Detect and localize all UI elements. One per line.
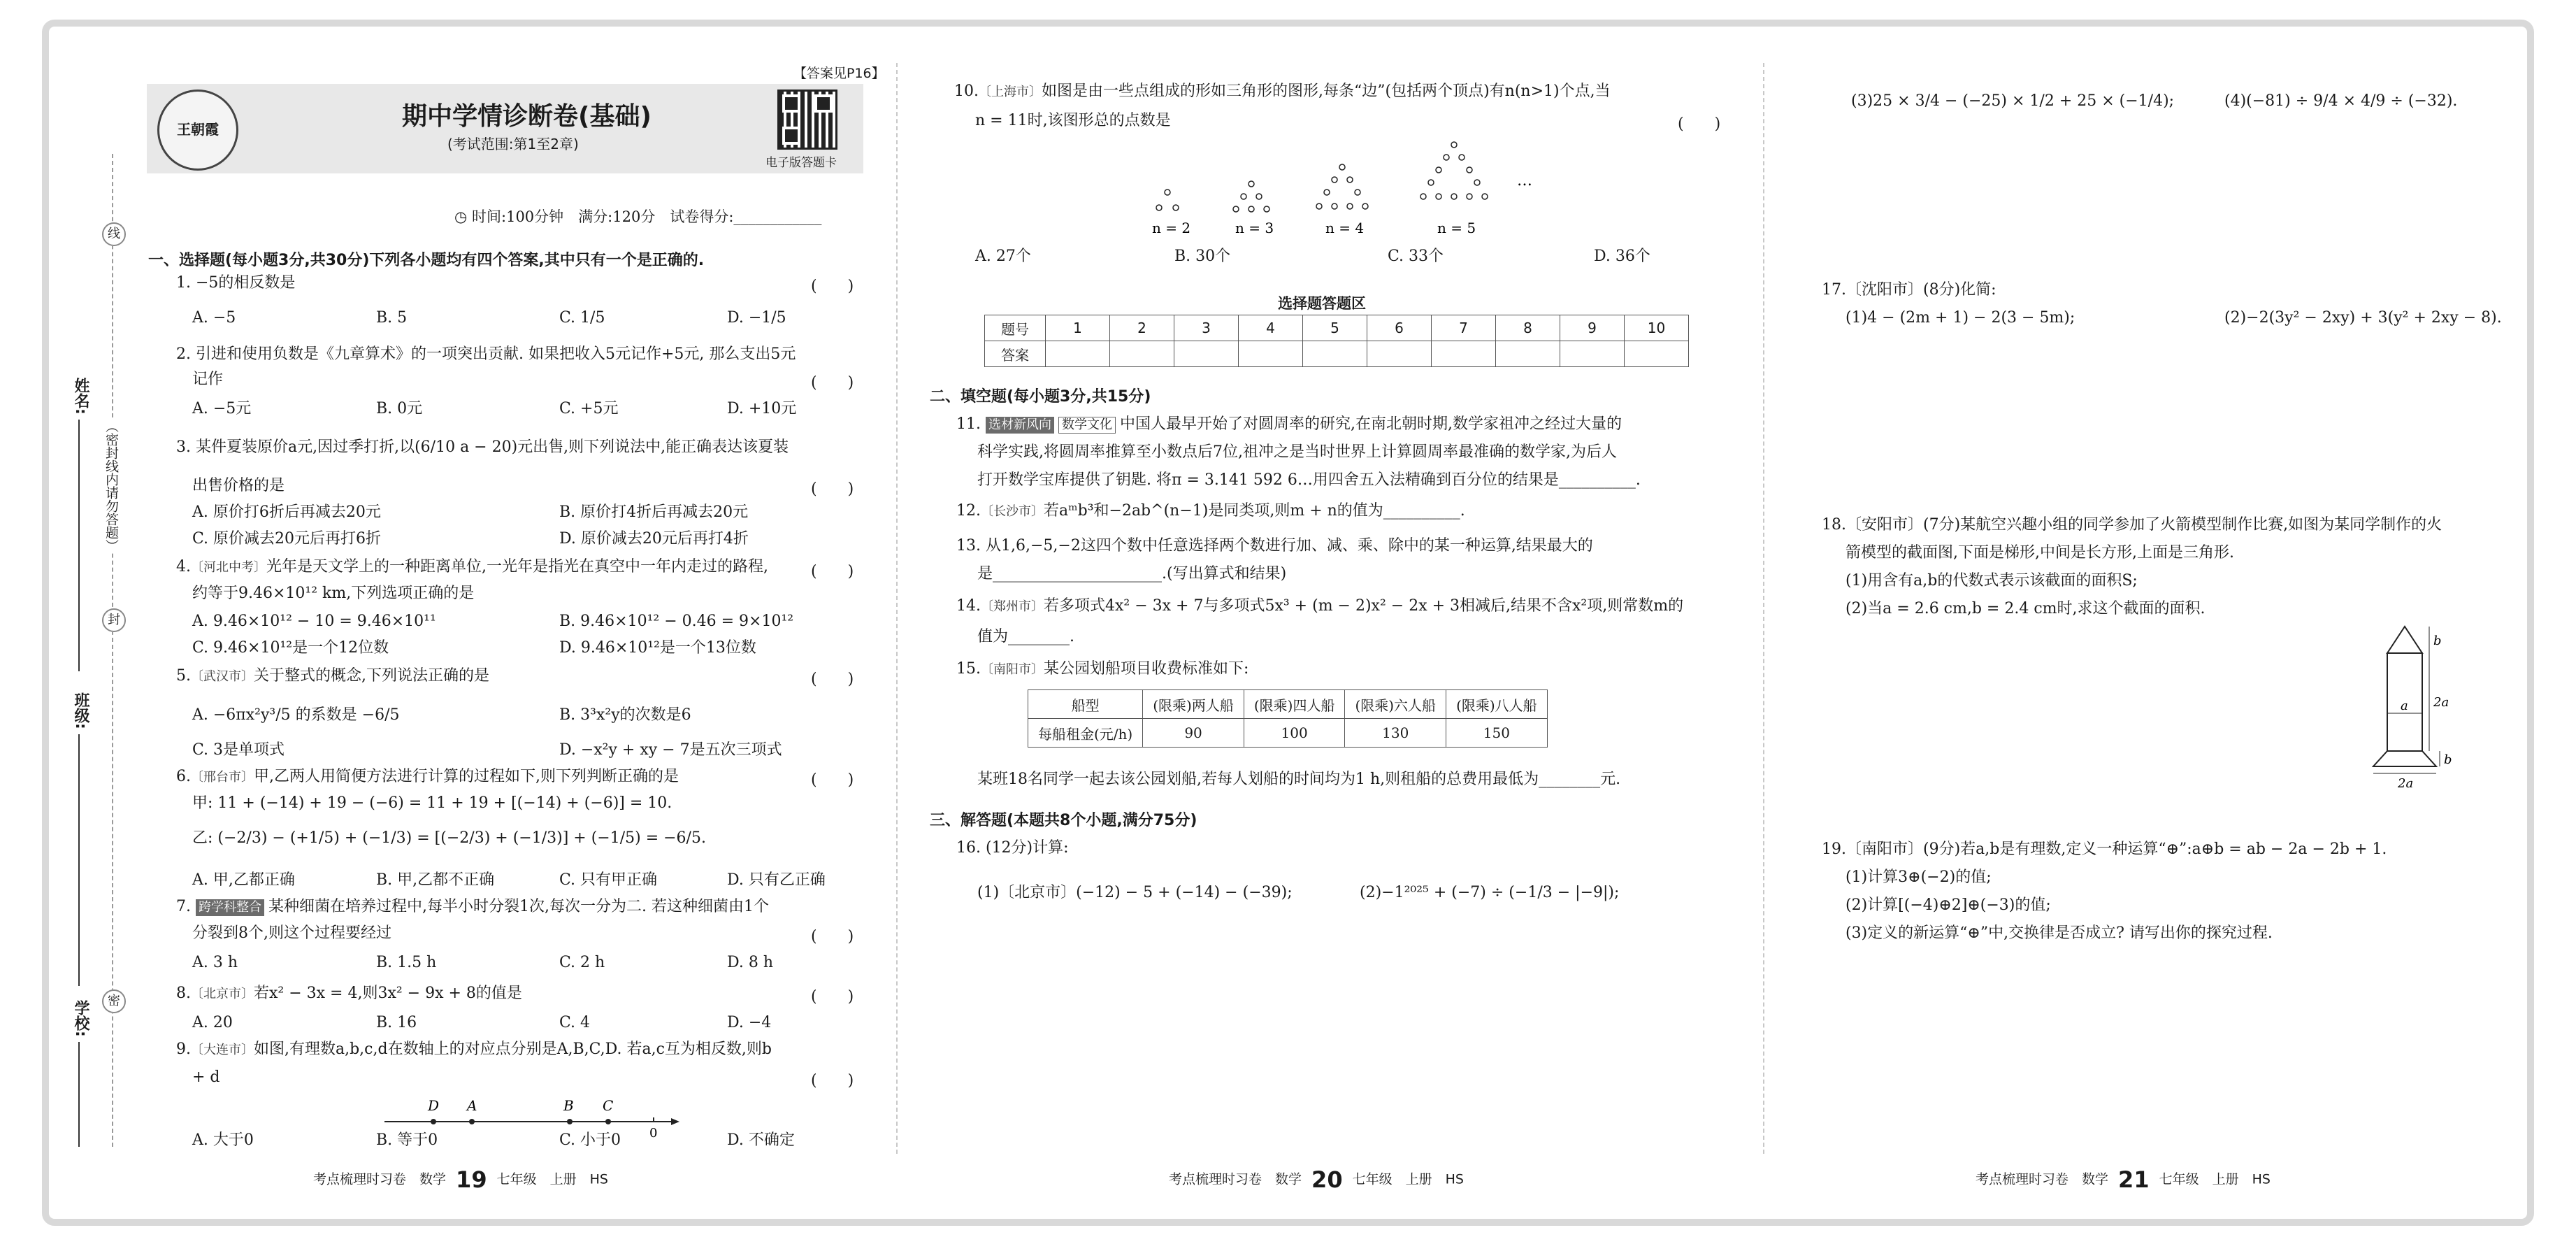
answer-grid-num: 1	[1046, 315, 1110, 341]
q9-paren: ( )	[811, 1072, 854, 1089]
q9-text: 9.〔大连市〕如图,有理数a,b,c,d在数轴上的对应点分别是A,B,C,D. 若a,c互为相反数,则b	[176, 1041, 772, 1058]
figure-ellipsis: …	[1517, 172, 1532, 190]
answer-cell[interactable]	[1046, 341, 1110, 367]
fee-col-header: (限乘)六人船	[1345, 690, 1446, 719]
fee-cell: 130	[1345, 719, 1446, 748]
q16-part1: (1)〔北京市〕(−12) − 5 + (−14) − (−39);	[977, 884, 1293, 901]
footer-page-20: 考点梳理时习卷 数学 20 七年级 上册 HS	[1169, 1166, 1464, 1193]
q8-paren: ( )	[811, 988, 854, 1006]
q6-text: 6.〔邢台市〕甲,乙两人用简便方法进行计算的过程如下,则下列判断正确的是	[176, 768, 679, 785]
axis-label-a: A	[467, 1097, 477, 1114]
q4-opt-d: D. 9.46×10¹²是一个13位数	[559, 639, 756, 657]
q10-opt-c: C. 33个	[1388, 248, 1444, 265]
caption-n3: n = 3	[1235, 220, 1274, 236]
fee-col-header: (限乘)两人船	[1143, 690, 1244, 719]
answer-cell[interactable]	[1625, 341, 1689, 367]
q3-opt-c: C. 原价减去20元后再打6折	[192, 530, 382, 548]
q5-paren: ( )	[811, 671, 854, 688]
fee-row-label: 每船租金(元/h)	[1028, 719, 1143, 748]
q14-text2: 值为________.	[977, 628, 1074, 645]
axis-label-zero: 0	[649, 1126, 658, 1138]
q7-opt-b: B. 1.5 h	[376, 954, 437, 971]
q6-paren: ( )	[811, 771, 854, 789]
q5-text: 5.〔武汉市〕关于整式的概念,下列说法正确的是	[176, 667, 489, 685]
name-blank	[78, 420, 80, 671]
fig-label-2a-side: 2a	[2433, 695, 2449, 710]
q19-part1: (1)计算3⊕(−2)的值;	[1845, 868, 1992, 886]
answer-cell[interactable]	[1174, 341, 1239, 367]
school-label: 学校:	[72, 1000, 89, 1037]
q6-yi: 乙: (−2/3) − (+1/5) + (−1/3) = [(−2/3) + (−1/3)] + (−1/5) = −6/5.	[192, 829, 706, 847]
q18-part1: (1)用含有a,b的代数式表示该截面的面积S;	[1845, 572, 2138, 589]
q11-text: 11. 选材新风向 数学文化 中国人最早开始了对圆周率的研究,在南北朝时期,数学家祖冲之经过大量的	[956, 415, 1622, 433]
answer-cell[interactable]	[1432, 341, 1496, 367]
fee-cell: 100	[1244, 719, 1345, 748]
qr-caption: 电子版答题卡	[765, 156, 837, 170]
q10-text2: n = 11时,该图形总的点数是	[975, 112, 1171, 129]
q7-text: 7. 跨学科整合 某种细菌在培养过程中,每半小时分裂1次,每次一分为二. 若这种细菌由1个	[176, 898, 769, 915]
q17-part1: (1)4 − (2m + 1) − 2(3 − 5m);	[1845, 309, 2075, 327]
q6-opt-b: B. 甲,乙都不正确	[376, 871, 495, 889]
column-divider-1	[896, 63, 898, 1154]
q13-text2: 是______________________.(写出算式和结果)	[977, 565, 1287, 582]
q9-opt-a: A. 大于0	[192, 1131, 254, 1149]
answer-grid-num: 10	[1625, 315, 1689, 341]
q3-opt-d: D. 原价减去20元后再打4折	[559, 530, 749, 548]
exam-scope: (考试范围:第1至2章)	[447, 136, 579, 152]
q7-opt-a: A. 3 h	[192, 954, 238, 971]
q1-opt-d: D. −1/5	[727, 309, 786, 327]
section3-title: 三、解答题(本题共8个小题,满分75分)	[930, 812, 1197, 829]
q11-text2: 科学实践,将圆周率推算至小数点后7位,祖冲之是当时世界上计算圆周率最准确的数学家,为后人	[977, 443, 1617, 461]
q5-opt-b: B. 3³x²y的次数是6	[559, 706, 691, 724]
footer-page-19: 考点梳理时习卷 数学 19 七年级 上册 HS	[313, 1166, 608, 1193]
class-blank	[78, 734, 80, 986]
exam-meta: ◷ 时间:100分钟 满分:120分 试卷得分:____________	[454, 208, 822, 225]
seal-word-feng: 封	[102, 608, 126, 632]
q3-text: 3. 某件夏装原价a元,因过季打折,以(6/10 a − 20)元出售,则下列说法中,能正确表达该夏装	[176, 438, 789, 456]
q17-part2: (2)−2(3y² − 2xy) + 3(y² + 2xy − 8).	[2224, 309, 2502, 327]
section2-title: 二、填空题(每小题3分,共15分)	[930, 388, 1151, 406]
q9-text2: + d	[192, 1068, 220, 1086]
q9-opt-d: D. 不确定	[727, 1131, 795, 1149]
name-label: 姓名:	[72, 378, 89, 415]
answer-grid-header: 题号	[985, 315, 1046, 341]
q19-part3: (3)定义的新运算“⊕”中,交换律是否成立? 请写出你的探究过程.	[1845, 924, 2273, 942]
boat-fee-table	[1028, 689, 1548, 748]
axis-label-d: D	[428, 1097, 440, 1114]
q6-jia: 甲: 11 + (−14) + 19 − (−6) = 11 + 19 + [(−14) + (−6)] = 10.	[192, 794, 672, 812]
answer-cell[interactable]	[1560, 341, 1625, 367]
clock-icon: ◷	[454, 208, 468, 225]
q4-opt-b: B. 9.46×10¹² − 0.46 = 9×10¹²	[559, 613, 794, 630]
q10-text: 10.〔上海市〕如图是由一些点组成的形如三角形的图形,每条“边”(包括两个顶点)有n(n>1)个点,当	[954, 83, 1611, 100]
q10-opt-d: D. 36个	[1594, 248, 1650, 265]
answer-grid	[984, 315, 1689, 367]
q5-opt-d: D. −x²y + xy − 7是五次三项式	[559, 741, 782, 759]
q16-part4: (4)(−81) ÷ 9/4 × 4/9 ÷ (−32).	[2224, 92, 2458, 110]
q2-text: 2. 引进和使用负数是《九章算术》的一项突出贡献. 如果把收入5元记作+5元, 那么支出5元	[176, 345, 796, 363]
q15-text2: 某班18名同学一起去该公园划船,若每人划船的时间均为1 h,则租船的总费用最低为________元.	[977, 771, 1621, 788]
q1-text: 1. −5的相反数是	[176, 274, 296, 292]
q8-text: 8.〔北京市〕若x² − 3x = 4,则3x² − 9x + 8的值是	[176, 985, 522, 1002]
q7-paren: ( )	[811, 928, 854, 945]
axis-label-b: B	[563, 1097, 574, 1114]
q2-paren: ( )	[811, 374, 854, 392]
answer-grid-num: 7	[1432, 315, 1496, 341]
answer-cell[interactable]	[1496, 341, 1560, 367]
section1-title: 一、选择题(每小题3分,共30分)下列各小题均有四个答案,其中只有一个是正确的.	[148, 252, 705, 269]
fee-col-header: (限乘)四人船	[1244, 690, 1345, 719]
fee-cell: 150	[1446, 719, 1548, 748]
q3-text2: 出售价格的是	[192, 477, 285, 494]
q7-opt-c: C. 2 h	[559, 954, 605, 971]
q1-paren: ( )	[811, 278, 854, 295]
seal-word-mi: 密	[102, 989, 126, 1013]
fig-label-a: a	[2401, 699, 2408, 713]
q3-opt-b: B. 原价打4折后再减去20元	[559, 503, 749, 521]
q4-text2: 约等于9.46×10¹² km,下列选项正确的是	[192, 585, 475, 602]
q2-opt-d: D. +10元	[727, 400, 797, 417]
fee-col-header: (限乘)八人船	[1446, 690, 1548, 719]
answer-grid-label: 答案	[985, 341, 1046, 367]
q10-triangle-figure	[1139, 136, 1545, 241]
caption-n5: n = 5	[1437, 220, 1476, 236]
q18-part2: (2)当a = 2.6 cm,b = 2.4 cm时,求这个截面的面积.	[1845, 600, 2206, 617]
q1-opt-b: B. 5	[376, 309, 408, 327]
class-label: 班级:	[72, 692, 89, 729]
q15-text: 15.〔南阳市〕某公园划船项目收费标准如下:	[956, 660, 1249, 678]
answer-cell[interactable]	[1239, 341, 1303, 367]
q12-text: 12.〔长沙市〕若aᵐb³和−2ab^(n−1)是同类项,则m + n的值为__________.	[956, 502, 1465, 520]
q4-paren: ( )	[811, 563, 854, 580]
q17-head: 17.〔沈阳市〕(8分)化简:	[1822, 281, 1996, 299]
fee-col-header: 船型	[1028, 690, 1143, 719]
logo: 王朝霞	[157, 90, 238, 171]
answer-grid-num: 3	[1174, 315, 1239, 341]
caption-n2: n = 2	[1152, 220, 1191, 236]
q6-opt-c: C. 只有甲正确	[559, 871, 658, 889]
q9-opt-c: C. 小于0	[559, 1131, 621, 1149]
q6-opt-a: A. 甲,乙都正确	[192, 871, 295, 889]
school-blank	[78, 1042, 80, 1147]
q10-paren: ( )	[1678, 115, 1721, 133]
answer-reference: 【答案见P16】	[793, 66, 885, 81]
q2-text2: 记作	[192, 371, 224, 388]
answer-grid-num: 9	[1560, 315, 1625, 341]
answer-grid-num: 5	[1303, 315, 1367, 341]
q14-text: 14.〔郑州市〕若多项式4x² − 3x + 7与多项式5x³ + (m − 2)x² − 2x + 3相减后,结果不含x²项,则常数m的	[956, 597, 1684, 615]
fee-cell: 90	[1143, 719, 1244, 748]
q4-opt-c: C. 9.46×10¹²是一个12位数	[192, 639, 389, 657]
q3-opt-a: A. 原价打6折后再减去20元	[192, 503, 381, 521]
answer-area-title: 选择题答题区	[1278, 295, 1366, 312]
fig-label-b-top: b	[2433, 634, 2442, 648]
axis-label-c: C	[603, 1097, 614, 1114]
answer-grid-num: 8	[1496, 315, 1560, 341]
answer-grid-num: 6	[1367, 315, 1432, 341]
fig-label-b-bottom: b	[2444, 752, 2452, 767]
q8-opt-a: A. 20	[192, 1014, 233, 1031]
q8-opt-c: C. 4	[559, 1014, 591, 1031]
q4-text: 4.〔河北中考〕光年是天文学上的一种距离单位,一光年是指光在真空中一年内走过的路程,	[176, 558, 768, 576]
seal-word-xian: 线	[102, 222, 126, 246]
q19-part2: (2)计算[(−4)⊕2]⊕(−3)的值;	[1845, 896, 2051, 914]
q16-part3: (3)25 × 3/4 − (−25) × 1/2 + 25 × (−1/4);	[1851, 92, 2175, 110]
column-divider-2	[1763, 63, 1764, 1154]
q8-opt-d: D. −4	[727, 1014, 772, 1031]
answer-cell[interactable]	[1367, 341, 1432, 367]
q2-opt-a: A. −5元	[192, 400, 252, 417]
q13-text: 13. 从1,6,−5,−2这四个数中任意选择两个数进行加、减、乘、除中的某一种运算,结果最大的	[956, 537, 1593, 555]
q18-head: 18.〔安阳市〕(7分)某航空兴趣小组的同学参加了火箭模型制作比赛,如图为某同学制作的火	[1822, 516, 2442, 534]
caption-n4: n = 4	[1325, 220, 1365, 236]
q10-opt-a: A. 27个	[975, 248, 1031, 265]
q5-opt-a: A. −6πx²y³/5 的系数是 −6/5	[192, 706, 400, 724]
q2-opt-c: C. +5元	[559, 400, 619, 417]
q6-opt-d: D. 只有乙正确	[727, 871, 826, 889]
page-title: 期中学情诊断卷(基础)	[402, 102, 652, 131]
q1-opt-c: C. 1/5	[559, 309, 605, 327]
answer-cell[interactable]	[1110, 341, 1174, 367]
qr-code[interactable]	[777, 90, 837, 150]
answer-cell[interactable]	[1303, 341, 1367, 367]
q19-head: 19.〔南阳市〕(9分)若a,b是有理数,定义一种运算“⊕”:a⊕b = ab − 2a − 2b + 1.	[1822, 841, 2387, 858]
answer-grid-num: 4	[1239, 315, 1303, 341]
q8-opt-b: B. 16	[376, 1014, 417, 1031]
q10-opt-b: B. 30个	[1174, 248, 1231, 265]
q3-paren: ( )	[811, 480, 854, 498]
q18-rocket-figure	[2349, 622, 2489, 790]
q16-text: 16. (12分)计算:	[956, 839, 1069, 857]
q9-opt-b: B. 等于0	[376, 1131, 438, 1149]
q7-text2: 分裂到8个,则这个过程要经过	[192, 924, 391, 942]
q18-text2: 箭模型的截面图,下面是梯形,中间是长方形,上面是三角形.	[1845, 544, 2234, 562]
q1-opt-a: A. −5	[192, 309, 236, 327]
q4-opt-a: A. 9.46×10¹² − 10 = 9.46×10¹¹	[192, 613, 436, 630]
q7-opt-d: D. 8 h	[727, 954, 773, 971]
answer-grid-num: 2	[1110, 315, 1174, 341]
q16-part2: (2)−1²⁰²⁵ + (−7) ÷ (−1/3 − |−9|);	[1360, 884, 1620, 901]
q5-opt-c: C. 3是单项式	[192, 741, 285, 759]
seal-note: （密封线内请勿答题）	[102, 420, 121, 552]
footer-page-21: 考点梳理时习卷 数学 21 七年级 上册 HS	[1976, 1166, 2271, 1193]
fig-label-2a-base: 2a	[2398, 776, 2414, 790]
q11-text3: 打开数学宝库提供了钥匙. 将π = 3.141 592 6…用四舍五入法精确到百分位的结果是__________.	[977, 471, 1641, 489]
q2-opt-b: B. 0元	[376, 400, 423, 417]
